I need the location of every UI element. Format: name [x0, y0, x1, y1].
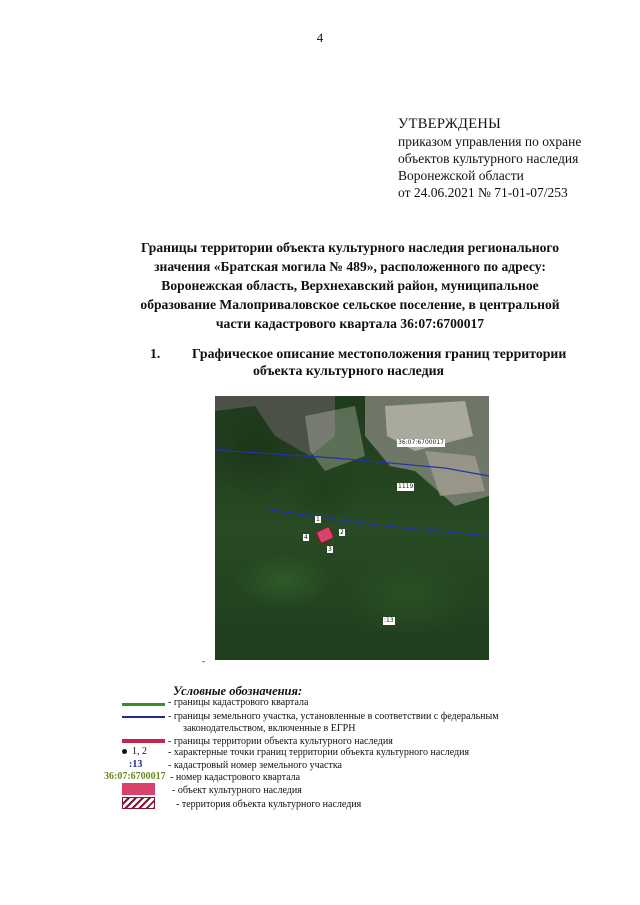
- legend-point-dot-icon: [122, 749, 127, 754]
- page-number: 4: [316, 30, 324, 45]
- map-point-3: 3: [328, 546, 332, 553]
- section-number: 1.: [150, 346, 161, 361]
- legend-item: - характерные точки границ территории объекта культурного наследия: [168, 747, 470, 758]
- legend-item: законодательством, включенные в ЕГРН: [183, 723, 356, 734]
- legend-item: - границы территории объекта культурного наследия: [168, 736, 393, 747]
- map-parcel-boundary: [270, 510, 489, 536]
- map-label-parcel: 36:07:6700017: [398, 439, 445, 446]
- legend-territory-line-sample: [122, 739, 165, 743]
- document-title: [100, 238, 600, 333]
- heritage-object: [316, 527, 334, 544]
- approval-title: УТВЕРЖДЕНЫ: [398, 116, 502, 132]
- legend-title: Условные обозначения:: [173, 684, 303, 698]
- map-overlay: [215, 396, 489, 660]
- map-label-13: :13: [384, 617, 394, 624]
- title-line: Границы территории объекта культурного наследия регионального: [140, 240, 560, 255]
- satellite-map: [215, 396, 489, 660]
- map-building-area: [305, 406, 365, 471]
- legend-territory-swatch: [122, 797, 155, 809]
- approval-block: [398, 116, 581, 201]
- map-point-4: 4: [304, 534, 308, 541]
- approval-line: Воронежской области: [398, 168, 524, 183]
- legend-item: - границы земельного участка, установленные в соответствии с федеральным: [168, 711, 499, 722]
- title-line: значения «Братская могила № 489», расположенного по адресу:: [154, 259, 546, 274]
- legend-item: - номер кадастрового квартала: [170, 772, 301, 783]
- legend-point-sample: 1, 2: [132, 746, 147, 757]
- map-point-1: 1: [316, 516, 320, 523]
- legend-item: - территория объекта культурного наследия: [176, 799, 362, 810]
- legend-item: - границы кадастрового квартала: [168, 697, 309, 708]
- map-label-1119: 1119: [398, 483, 414, 490]
- legend-parcel-sample: :13: [129, 759, 143, 770]
- legend-item: - объект культурного наследия: [172, 785, 302, 796]
- approval-line: приказом управления по охране: [398, 134, 582, 149]
- map-corner-mark: -: [202, 656, 205, 666]
- legend-quarter-line-sample: [122, 703, 165, 706]
- title-line: части кадастрового квартала 36:07:6700017: [215, 316, 485, 331]
- legend-parcel-line-sample: [122, 716, 165, 718]
- legend-item: - кадастровый номер земельного участка: [168, 760, 342, 771]
- legend-object-swatch: [122, 783, 155, 795]
- title-line: образование Малоприваловское сельское поселение, в центральной: [140, 297, 560, 312]
- section-line: Графическое описание местоположения границ территории: [192, 346, 567, 361]
- section-line: объекта культурного наследия: [253, 363, 445, 378]
- legend-quarter-sample: 36:07:6700017: [104, 771, 166, 782]
- title-line: Воронежская область, Верхнехавский район, муниципальное: [161, 278, 539, 293]
- approval-line: объектов культурного наследия: [398, 151, 579, 166]
- approval-line: от 24.06.2021 № 71-01-07/253: [398, 185, 568, 200]
- map-point-2: 2: [340, 529, 344, 536]
